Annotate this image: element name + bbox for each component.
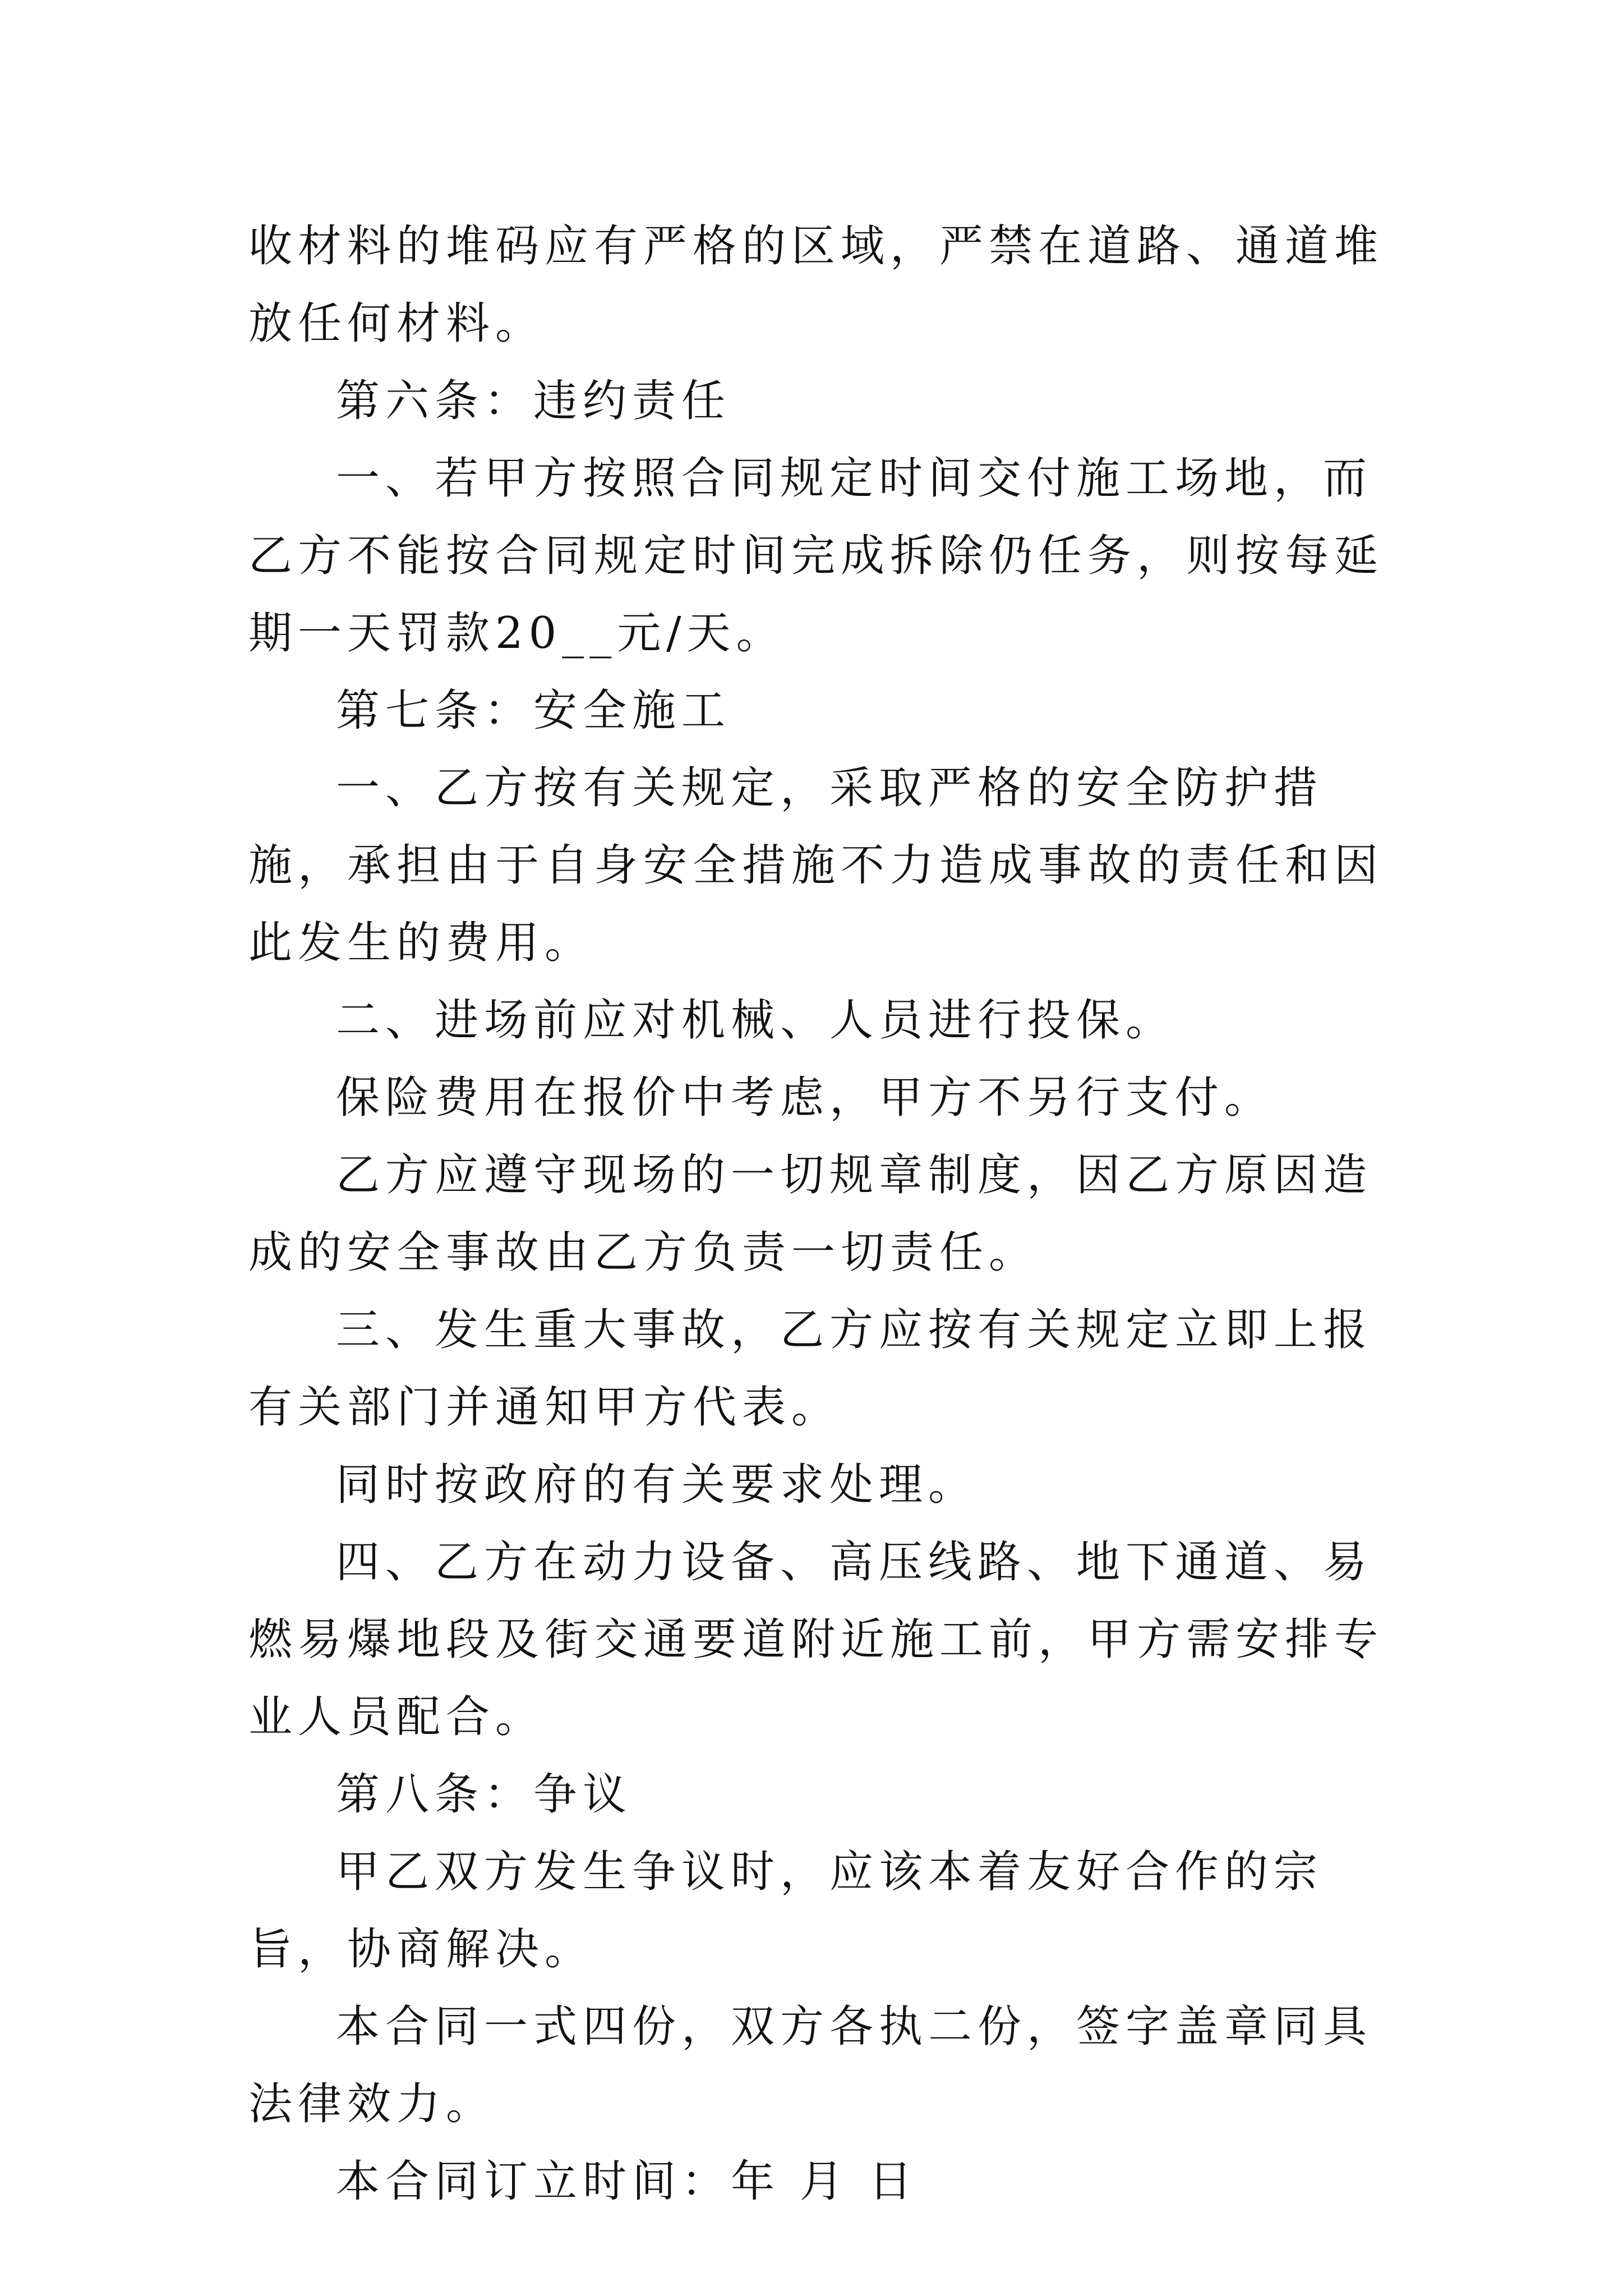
paragraph-site-rules: 乙方应遵守现场的一切规章制度，因乙方原因造成的安全事故由乙方负责一切责任。 [248, 1150, 1373, 1278]
section-title-dispute: 第八条：争议 [336, 1769, 633, 1820]
paragraph-insurance-cost: 保险费用在报价中考虑，甲方不另行支付。 [336, 1073, 1274, 1123]
paragraph-special-areas: 四、乙方在动力设备、高压线路、地下通道、易燃易爆地段及街交通要道附近施工前，甲方需安排专业人员配合。 [248, 1537, 1384, 1742]
section-title-safe-construction: 第七条：安全施工 [336, 685, 731, 736]
document-body [248, 208, 1393, 2220]
paragraph-major-accident: 三、发生重大事故，乙方应按有关规定立即上报有关部门并通知甲方代表。 [248, 1305, 1373, 1433]
paragraph-insurance: 二、进场前应对机械、人员进行投保。 [336, 995, 1175, 1046]
paragraph-delay-penalty: 一、若甲方按照合同规定时间交付施工场地，而乙方不能按合同规定时间完成拆除仍任务，则按每延期一天罚款20__元/天。 [248, 453, 1384, 659]
paragraph-government-requirements: 同时按政府的有关要求处理。 [336, 1460, 978, 1510]
paragraph-signing-date: 本合同订立时间：年 月 日 [336, 2156, 918, 2207]
paragraph-safety-measures: 一、乙方按有关规定，采取严格的安全防护措施，承担由于自身安全措施不力造成事故的责任和因此发生的费用。 [248, 763, 1384, 968]
paragraph-dispute-resolution: 甲乙双方发生争议时，应该本着友好合作的宗旨，协商解决。 [248, 1847, 1324, 1975]
section-title-breach-liability: 第六条：违约责任 [336, 376, 731, 426]
paragraph-copies-validity: 本合同一式四份，双方各执二份，签字盖章同具法律效力。 [248, 2001, 1373, 2129]
paragraph-material-stacking: 收材料的堆码应有严格的区域，严禁在道路、通道堆放任何材料。 [248, 221, 1384, 349]
